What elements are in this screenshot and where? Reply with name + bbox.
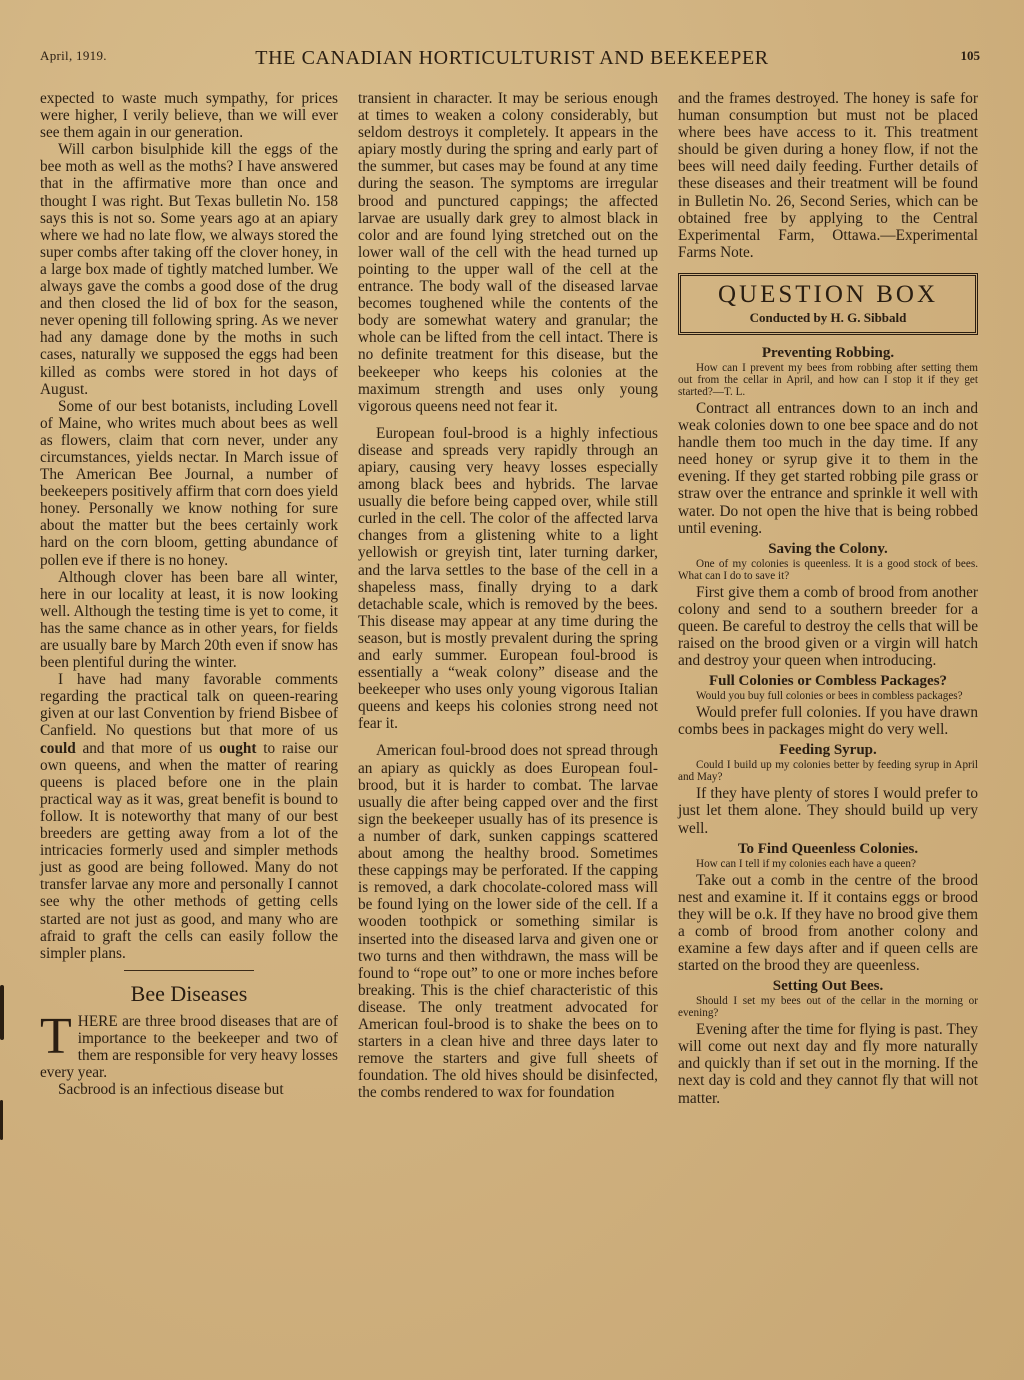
paragraph: Will carbon bisulphide kill the eggs of the bee moth as well as the moths? I have answered that in the affirmative more than once and thought I was right. But Texas bulletin No. 158 says this is not so. Some years ago at an apiary where we had no late flow, we always stored the super combs after taking off the clover honey, in a large box made of tightly matched lumber. We always gave the combs a good dose of the drug and then closed the lid of box for the season, never opening till following spring. As we never had any damage done by the moths in such cases, naturally we supposed the eggs had been killed as combs were stored in hot days of August. (40, 141, 338, 398)
column-3 (678, 90, 978, 1107)
question-text: Would you buy full colonies or bees in combless packages? (696, 690, 963, 703)
question-heading: Feeding Syrup. (779, 742, 877, 759)
column-1 (40, 90, 338, 1098)
text-run: to raise our own queens, and when the matter of rearing queens is placed before one in the plain practical way as it was, great benefit is bound to follow. It is noteworthy that many of our best breeders are getting away from a lot of the intricacies formerly used and simpler methods just as good are being followed. Many do not transfer larvae any more and personally I cannot see why the other methods of getting cells started are not just as good, and many who are afraid to graft the cells can easily follow the simpler plans. (40, 739, 339, 962)
question-heading: Setting Out Bees. (772, 978, 884, 995)
text-run: HERE are three brood diseases that are of importance to the beekeeper and two of them are responsible for very heavy losses every year. (40, 1012, 338, 1082)
question-heading: To Find Queenless Colonies. (737, 840, 919, 857)
answer-text: Evening after the time for flying is past. They will come out next day and fly more naturally and quickly than if set out in the morning. If the next day is cold and they cannot fly that will not matter. (678, 1021, 978, 1107)
question-heading: Full Colonies or Combless Packages? (708, 673, 948, 690)
paragraph: Although clover has been bare all winter, here in our locality at least, it is now looking well. Although the testing time is yet to come, it has the same chance as in other years, for fields are usually bare by March 20th even if snow has been plentiful during the winter. (40, 568, 338, 672)
drop-cap: T (40, 1007, 72, 1065)
question-box-banner (678, 273, 978, 335)
answer-text: First give them a comb of brood from another colony and send to a southern breeder for a queen. Be careful to destroy the cells that will be raised on the brood given or a virgin will hatch and destroy your queen when introducing. (678, 583, 978, 670)
question-box-byline: Conducted by H. G. Sibbald (749, 309, 907, 325)
question-text: Should I set my bees out of the cellar in the morning or evening? (678, 995, 978, 1020)
answer-text: Contract all entrances down to an inch and weak colonies down to one bee space and do not handle them too much in the day time. If any need honey or syrup give it to them in the evening. If they get started robbing pile grass or straw over the entrance and sprinkle it well with water. Do not open the hive that is being robbed until evening. (678, 399, 978, 537)
issue-date: April, 1919. (40, 48, 107, 63)
answer-text: Take out a comb in the centre of the brood nest and examine it. If it contains eggs or brood they will be o.k. If they have no brood give them a comb of brood from another colony and examine a few days after and if queen cells are started on the brood they are queenless. (678, 871, 978, 975)
paragraph (40, 671, 338, 962)
paragraph: and the frames destroyed. The honey is safe for human consumption but must not be placed where bees have access to it. This treatment should be given during a honey flow, if not the bees will need daily feeding. Further details of these diseases and their treatment will be found in Bulletin No. 26, Second Series, which can be obtained free by applying to the Central Experimental Farm, Ottawa.—Experimental Farms Note. (678, 90, 978, 261)
page-header (0, 44, 1024, 74)
bold-word: could (40, 739, 76, 757)
text-run: and that more of us (75, 739, 220, 757)
paragraph: European foul-brood is a highly infectious disease and spreads very rapidly through an apiary, causing very heavy losses especially among black bees and hybrids. The larvae usually die before being capped over, while still curled in the cell. The color of the affected larva changes from a glistening white to a light yellowish or greyish tint, later turning darker, and the larva settles to the base of the cell in a shapeless mass, finally drying to a dark detachable scale, which is removed by the bees. This disease may appear at any time during the season, but is mostly prevalent during the spring and early summer. European foul-brood is essentially a “weak colony” disease and the beekeeper who uses only young vigorous Italian queens and keeps his colonies strong need not fear it. (358, 424, 658, 733)
question-text: How can I tell if my colonies each have a queen? (696, 857, 916, 870)
publication-title: THE CANADIAN HORTICULTURIST AND BEEKEEPER (255, 47, 769, 69)
answer-text: If they have plenty of stores I would prefer to just let them alone. They should build up very well. (678, 785, 978, 837)
paragraph: American foul-brood does not spread through an apiary as quickly as does European foul-brood, but it is harder to combat. The larvae usually die after being capped over and the first sign the beekeeper usually has of its presence is a number of dark, sunken cappings scattered about among the healthy brood. Sometimes these cappings may be perforated. If the capping is removed, a dark chocolate-colored mass will be found lying on the lower side of the cell. If a wooden toothpick or something similar is inserted into the diseased larva and given one or two turns and then withdrawn, the mass will be found to “rope out” to one or more inches before breaking. This is the chief characteristic of this disease. The only treatment advocated for American foul-brood is to shake the bees on to starters in a clean hive and three days later to remove the starters and give full sheets of foundation. The old hives should be disinfected, the combs rendered to wax for foundation (358, 742, 658, 1102)
paragraph: transient in character. It may be serious enough at times to weaken a colony considerably, but seldom destroys it completely. It appears in the apiary mostly during the spring and early part of the summer, but cases may be found at any time during the season. The symptoms are irregular brood and punctured cappings; the affected larvae are usually dark grey to almost black in color and are found lying stretched out on the lower wall of the cell with the head turned up pointing to the upper wall of the cell at the entrance. The body wall of the diseased larvae becomes toughened while the contents of the body are somewhat watery and granular; the whole can be lifted from the cell intact. There is no definite treatment for this disease, but the beekeeper who keeps his colonies at the maximum strength and uses only young vigorous queens need not fear it. (358, 90, 658, 415)
column-2 (358, 90, 658, 1101)
question-text: How can I prevent my bees from robbing after setting them out from the cellar in April, and how can I stop it if they get started?—T. L. (678, 361, 978, 398)
section-heading: Bee Diseases (130, 980, 248, 1006)
bold-word: ought (219, 739, 257, 757)
paragraph: Some of our best botanists, including Lovell of Maine, who writes much about bees as well as flowers, claim that corn never, under any circumstances, yields nectar. In March issue of The American Bee Journal, a number of beekeepers positively affirm that corn does yield honey. Personally we know nothing for sure about the matter but the bees certainly work hard on the corn bloom, getting abundance of pollen eve if there is no honey. (40, 397, 338, 569)
question-heading: Saving the Colony. (768, 540, 888, 557)
page-number: 105 (960, 48, 980, 63)
answer-text: Would prefer full colonies. If you have drawn combs bees in packages might do very well. (678, 704, 978, 739)
paragraph (40, 1007, 338, 1082)
paragraph: Sacbrood is an infectious disease but (58, 1081, 284, 1099)
question-text: Could I build up my colonies better by feeding syrup in April and May? (678, 759, 978, 784)
section-divider (124, 970, 254, 971)
question-text: One of my colonies is queenless. It is a good stock of bees. What can I do to save it? (678, 557, 978, 582)
question-box-title: QUESTION BOX (717, 280, 939, 308)
scan-mark (0, 1100, 3, 1140)
scan-mark (0, 985, 4, 1040)
question-heading: Preventing Robbing. (761, 344, 895, 361)
paragraph: expected to waste much sympathy, for prices were higher, I verily believe, than we will ever see them again in our generation. (40, 90, 338, 142)
text-run: I have had many favorable comments regarding the practical talk on queen-rearing given at our last Convention by friend Bisbee of Canfield. No questions but that more of us (40, 671, 338, 740)
